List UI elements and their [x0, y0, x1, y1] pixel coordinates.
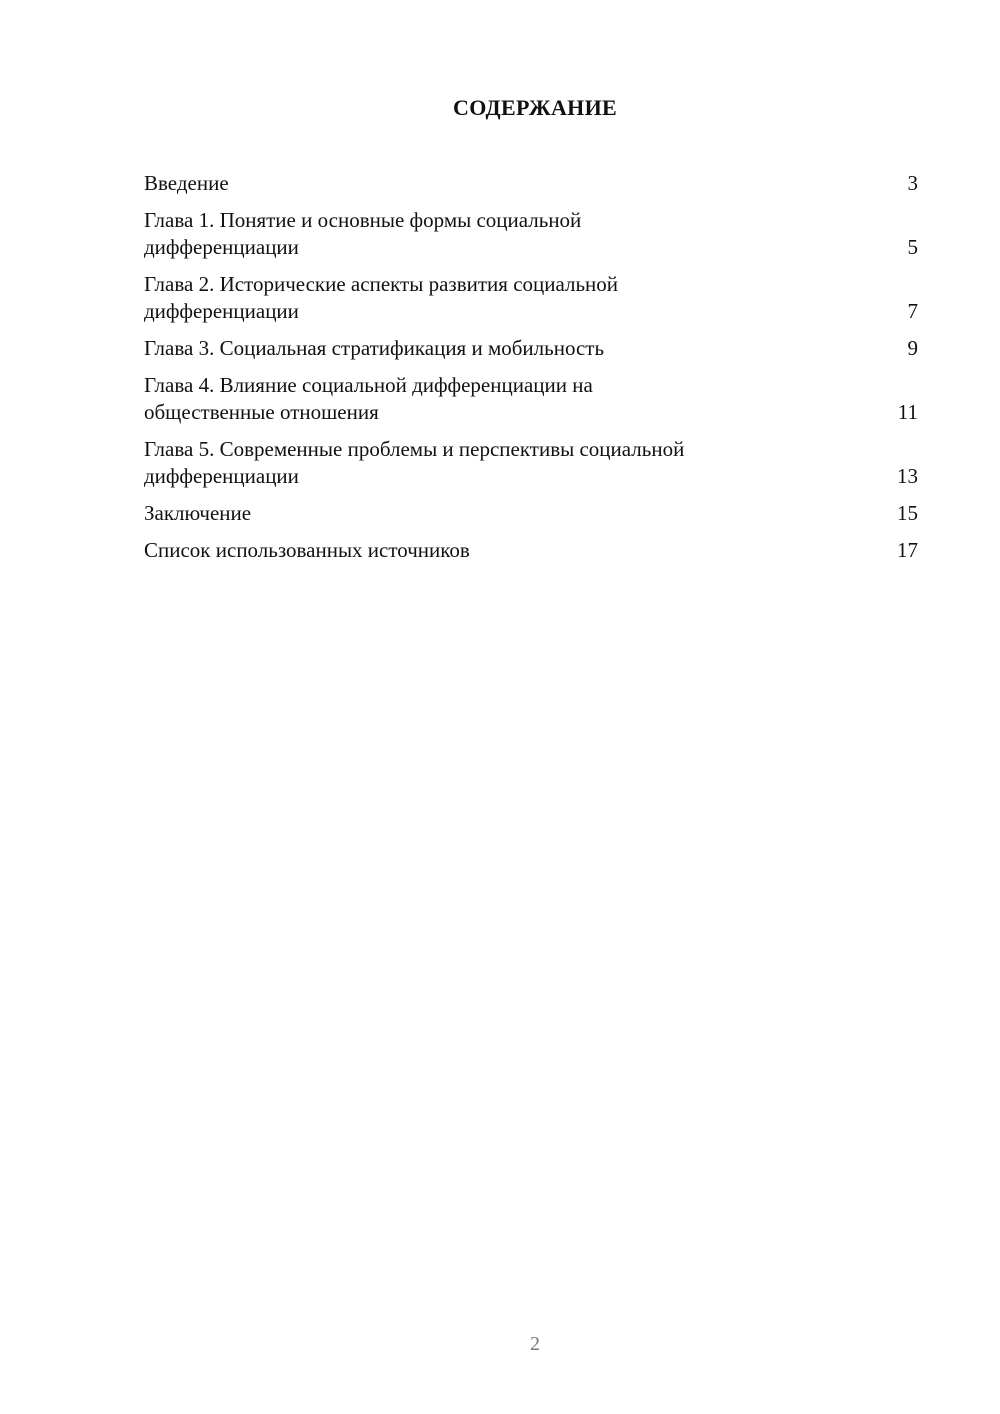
toc-entry-line: Введение [144, 171, 229, 195]
toc-page-number: 15 [897, 501, 918, 525]
toc-entry-text [144, 372, 918, 426]
toc-entry-line: Глава 4. Влияние социальной дифференциации на [144, 373, 593, 397]
toc-page-number: 17 [897, 538, 918, 562]
toc-entry-text [144, 207, 918, 261]
toc-page-number: 13 [897, 464, 918, 488]
toc-entry-line: дифференциации [144, 235, 299, 259]
toc-page-number: 9 [907, 336, 918, 360]
toc-entry-line: Заключение [144, 501, 252, 525]
toc-entry-text [144, 170, 918, 197]
toc-entry-chapter-2[interactable] [144, 271, 918, 325]
toc-entry-line: дифференциации [144, 464, 299, 488]
toc-page-number: 3 [907, 171, 918, 195]
toc-entry-line: Глава 2. Исторические аспекты развития социальной [144, 272, 619, 296]
toc-page-number: 11 [897, 400, 918, 424]
toc-entry-line: Глава 5. Современные проблемы и перспективы социальной [144, 437, 685, 461]
toc-entry-text [144, 436, 918, 490]
toc-entry-text [144, 500, 918, 527]
page-number: 2 [530, 1333, 540, 1355]
toc-entry-references[interactable] [144, 537, 918, 564]
toc-entry-introduction[interactable] [144, 170, 918, 197]
toc-entry-chapter-5[interactable] [144, 436, 918, 490]
page-title: СОДЕРЖАНИЕ [453, 95, 617, 120]
table-of-contents [144, 170, 918, 574]
toc-entry-line: дифференциации [144, 299, 299, 323]
toc-entry-line: Глава 3. Социальная стратификация и мобильность [144, 336, 605, 360]
toc-entry-line: общественные отношения [144, 400, 379, 424]
toc-entry-chapter-1[interactable] [144, 207, 918, 261]
toc-entry-text [144, 335, 918, 362]
toc-entry-line: Список использованных источников [144, 538, 470, 562]
toc-entry-text [144, 537, 918, 564]
toc-entry-conclusion[interactable] [144, 500, 918, 527]
toc-entry-chapter-3[interactable] [144, 335, 918, 362]
toc-entry-line: Глава 1. Понятие и основные формы социальной [144, 208, 582, 232]
toc-page-number: 5 [907, 235, 918, 259]
toc-page-number: 7 [907, 299, 918, 323]
toc-entry-text [144, 271, 918, 325]
toc-entry-chapter-4[interactable] [144, 372, 918, 426]
